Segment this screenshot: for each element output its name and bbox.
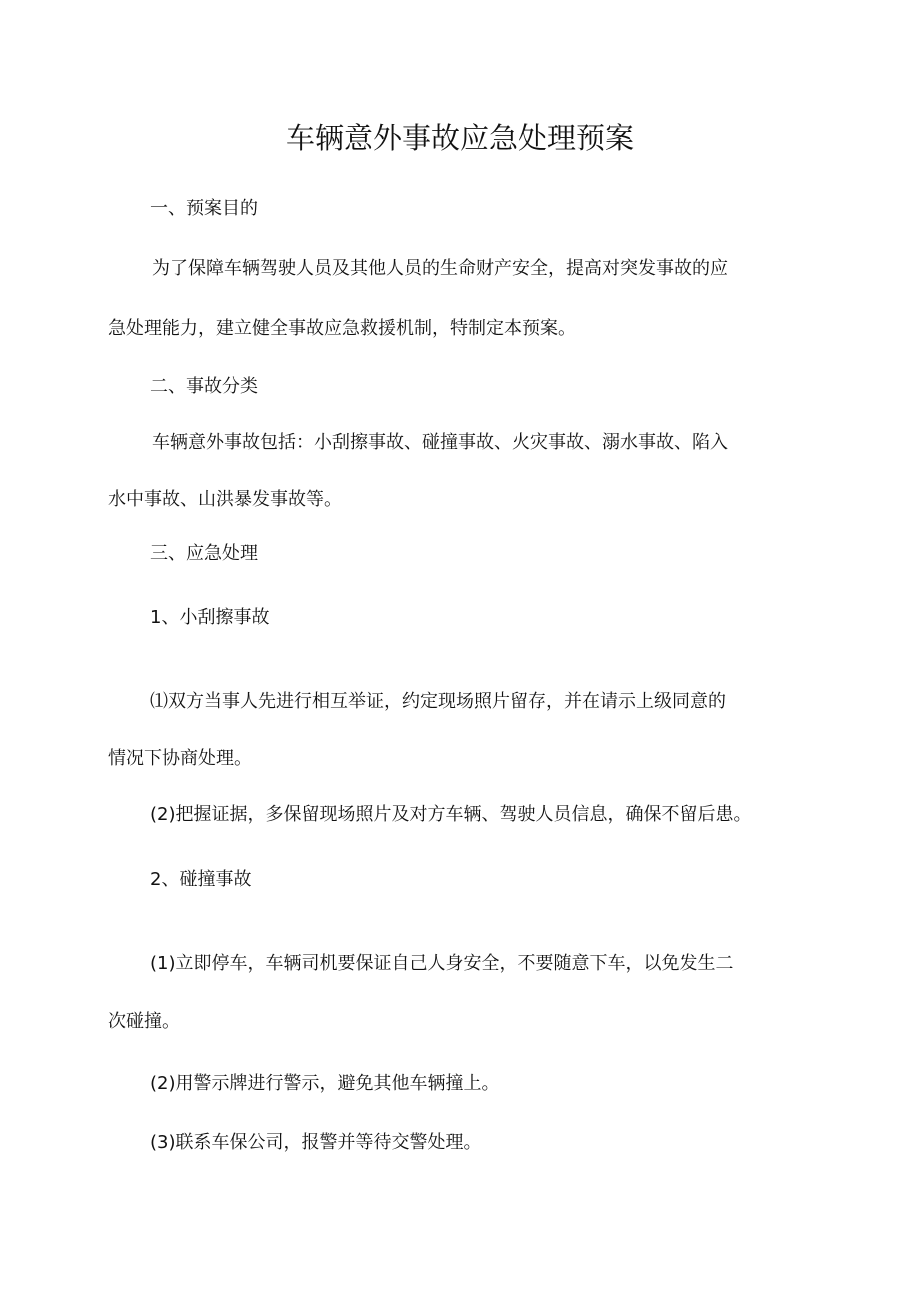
document-title: 车辆意外事故应急处理预案 [285, 121, 634, 155]
section-heading-emergency: 三、应急处理 [150, 543, 258, 564]
collision-item-3: (3)联系车保公司，报警并等待交警处理。 [150, 1132, 482, 1153]
scratch-item-1-line-1: ⑴双方当事人先进行相互举证，约定现场照片留存，并在请示上级同意的 [150, 691, 726, 712]
collision-item-1-line-2: 次碰撞。 [108, 1011, 180, 1032]
classification-paragraph-line-2: 水中事故、山洪暴发事故等。 [108, 489, 342, 510]
section-heading-purpose: 一、预案目的 [150, 198, 258, 219]
section-heading-classification: 二、事故分类 [150, 376, 258, 397]
collision-item-2: (2)用警示牌进行警示，避免其他车辆撞上。 [150, 1073, 500, 1094]
purpose-paragraph-line-1: 为了保障车辆驾驶人员及其他人员的生命财产安全，提高对突发事故的应 [152, 258, 728, 279]
purpose-paragraph-line-2: 急处理能力，建立健全事故应急救援机制，特制定本预案。 [108, 318, 576, 339]
subsection-heading-scratch: 1、小刮擦事故 [150, 607, 270, 628]
collision-item-1-line-1: (1)立即停车，车辆司机要保证自己人身安全，不要随意下车，以免发生二 [150, 953, 734, 974]
subsection-heading-collision: 2、碰撞事故 [150, 869, 252, 890]
scratch-item-2: (2)把握证据，多保留现场照片及对方车辆、驾驶人员信息，确保不留后患。 [150, 804, 752, 825]
classification-paragraph-line-1: 车辆意外事故包括：小刮擦事故、碰撞事故、火灾事故、溺水事故、陷入 [152, 432, 728, 453]
scratch-item-1-line-2: 情况下协商处理。 [108, 748, 252, 769]
